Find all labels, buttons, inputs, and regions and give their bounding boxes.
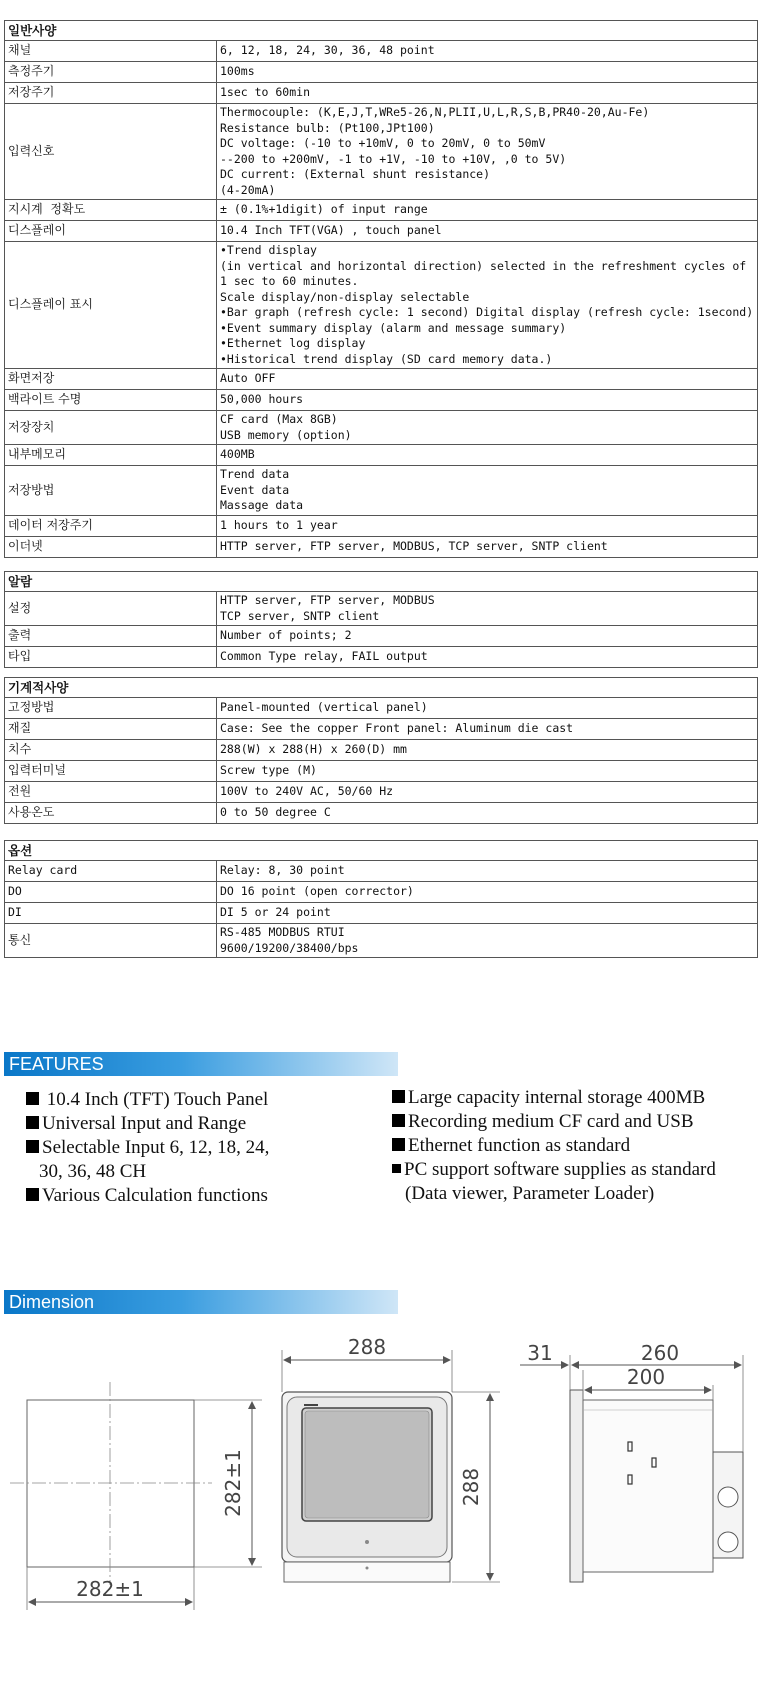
spec-value: Thermocouple: (K,E,J,T,WRe5-26,N,PLII,U,L,R,S,B,PR40-20,Au-Fe) Resistance bulb: (Pt100,JPt100) DC voltage: (-10 to +10mV, 0 to 20mV, 0 to 50mV --200 to +200mV, -1 to +1V, -10 to +10V, ,0 to 5V) DC current: (External shunt resistance) (4-20mA) xyxy=(217,104,758,200)
feature-item: 10.4 Inch (TFT) Touch Panel xyxy=(26,1088,269,1112)
spec-table-mechanical xyxy=(4,677,758,824)
bullet-icon xyxy=(392,1114,405,1127)
section-title: 기계적사양 xyxy=(5,678,758,698)
spec-value: 100ms xyxy=(217,62,758,83)
bullet-icon xyxy=(392,1138,405,1151)
feature-item: Selectable Input 6, 12, 18, 24, xyxy=(26,1136,269,1160)
spec-table-options xyxy=(4,840,758,958)
spec-label: 데이터 저장주기 xyxy=(5,515,217,536)
spec-label: 설정 xyxy=(5,592,217,626)
spec-label: 출력 xyxy=(5,626,217,647)
dimension-banner: Dimension xyxy=(4,1290,398,1314)
section-title: 알람 xyxy=(5,572,758,592)
panel-cutout-view xyxy=(10,1382,262,1610)
bullet-icon xyxy=(26,1188,39,1201)
spec-label: 백라이트 수명 xyxy=(5,390,217,411)
feature-item: Large capacity internal storage 400MB xyxy=(392,1086,716,1110)
spec-value: 288(W) x 288(H) x 260(D) mm xyxy=(217,740,758,761)
spec-label: 내부메모리 xyxy=(5,445,217,466)
spec-value: 400MB xyxy=(217,445,758,466)
spec-value: Panel-mounted (vertical panel) xyxy=(217,698,758,719)
dimension-drawing xyxy=(0,1330,766,1690)
bullet-icon xyxy=(26,1140,39,1153)
spec-table-alarm xyxy=(4,571,758,668)
spec-label: DO xyxy=(5,882,217,903)
feature-item: (Data viewer, Parameter Loader) xyxy=(405,1183,655,1204)
section-title: 옵션 xyxy=(5,841,758,861)
feature-item: Recording medium CF card and USB xyxy=(392,1110,716,1134)
feature-item: 30, 36, 48 CH xyxy=(39,1161,147,1182)
spec-value: 10.4 Inch TFT(VGA) , touch panel xyxy=(217,221,758,242)
spec-label: DI xyxy=(5,903,217,924)
spec-label: 사용온도 xyxy=(5,803,217,824)
spec-value: Relay: 8, 30 point xyxy=(217,861,758,882)
feature-item: Universal Input and Range xyxy=(26,1112,269,1136)
spec-label: 저장주기 xyxy=(5,83,217,104)
spec-label: 디스플레이 표시 xyxy=(5,242,217,369)
spec-value: •Trend display (in vertical and horizontal direction) selected in the refreshment cycles of 1 sec to 60 minutes. Scale display/non-display selectable •Bar graph (refresh cycle: 1 second) Digital display (refresh cycle: 1second) •Event summary display (alarm and message summary) •Ethernet log display •Historical trend display (SD card memory data.) xyxy=(217,242,758,369)
spec-label: 채널 xyxy=(5,41,217,62)
spec-value: DI 5 or 24 point xyxy=(217,903,758,924)
feature-item: Ethernet function as standard xyxy=(392,1134,716,1158)
spec-label: 저장장치 xyxy=(5,411,217,445)
bullet-icon xyxy=(392,1164,401,1173)
spec-value: Trend data Event data Massage data xyxy=(217,466,758,516)
side-total-depth-label: 260 xyxy=(640,1341,680,1365)
spec-label: 저장방법 xyxy=(5,466,217,516)
spec-label: 화면저장 xyxy=(5,369,217,390)
feature-item: PC support software supplies as standard xyxy=(392,1158,716,1182)
spec-value: Screw type (M) xyxy=(217,761,758,782)
spec-label: 재질 xyxy=(5,719,217,740)
spec-value: CF card (Max 8GB) USB memory (option) xyxy=(217,411,758,445)
spec-value: 100V to 240V AC, 50/60 Hz xyxy=(217,782,758,803)
spec-table-general xyxy=(4,20,758,558)
side-view xyxy=(520,1341,743,1582)
spec-label: 고정방법 xyxy=(5,698,217,719)
bullet-icon xyxy=(392,1090,405,1103)
spec-value: RS-485 MODBUS RTUI 9600/19200/38400/bps xyxy=(217,924,758,958)
spec-label: 치수 xyxy=(5,740,217,761)
spec-label: 이더넷 xyxy=(5,536,217,557)
spec-value: Auto OFF xyxy=(217,369,758,390)
front-view xyxy=(282,1335,500,1582)
spec-value: DO 16 point (open corrector) xyxy=(217,882,758,903)
spec-label: Relay card xyxy=(5,861,217,882)
spec-label: 지시계 정확도 xyxy=(5,200,217,221)
spec-value: Number of points; 2 xyxy=(217,626,758,647)
features-banner: FEATURES xyxy=(4,1052,398,1076)
features-right-list xyxy=(392,1086,716,1206)
spec-label: 디스플레이 xyxy=(5,221,217,242)
spec-label: 타입 xyxy=(5,647,217,668)
spec-label: 입력터미널 xyxy=(5,761,217,782)
spec-value: HTTP server, FTP server, MODBUS TCP server, SNTP client xyxy=(217,592,758,626)
side-front-depth-label: 31 xyxy=(527,1341,553,1365)
bullet-icon xyxy=(26,1116,39,1129)
spec-value: ± (0.1%+1digit) of input range xyxy=(217,200,758,221)
spec-label: 전원 xyxy=(5,782,217,803)
spec-value: Case: See the copper Front panel: Aluminum die cast xyxy=(217,719,758,740)
spec-value: 1 hours to 1 year xyxy=(217,515,758,536)
bullet-icon xyxy=(26,1092,39,1105)
spec-value: 50,000 hours xyxy=(217,390,758,411)
feature-item: Various Calculation functions xyxy=(26,1184,269,1208)
front-width-label: 288 xyxy=(347,1335,387,1359)
spec-label: 입력신호 xyxy=(5,104,217,200)
spec-label: 통신 xyxy=(5,924,217,958)
spec-value: 0 to 50 degree C xyxy=(217,803,758,824)
features-left-list xyxy=(26,1088,269,1208)
spec-value: HTTP server, FTP server, MODBUS, TCP server, SNTP client xyxy=(217,536,758,557)
side-body-depth-label: 200 xyxy=(626,1365,666,1389)
spec-label: 측정주기 xyxy=(5,62,217,83)
front-height-label: 288 xyxy=(459,1467,483,1507)
spec-value: Common Type relay, FAIL output xyxy=(217,647,758,668)
spec-value: 6, 12, 18, 24, 30, 36, 48 point xyxy=(217,41,758,62)
cutout-height-label: 282±1 xyxy=(221,1449,245,1517)
cutout-width-label: 282±1 xyxy=(76,1577,144,1601)
spec-value: 1sec to 60min xyxy=(217,83,758,104)
section-title: 일반사양 xyxy=(5,21,758,41)
